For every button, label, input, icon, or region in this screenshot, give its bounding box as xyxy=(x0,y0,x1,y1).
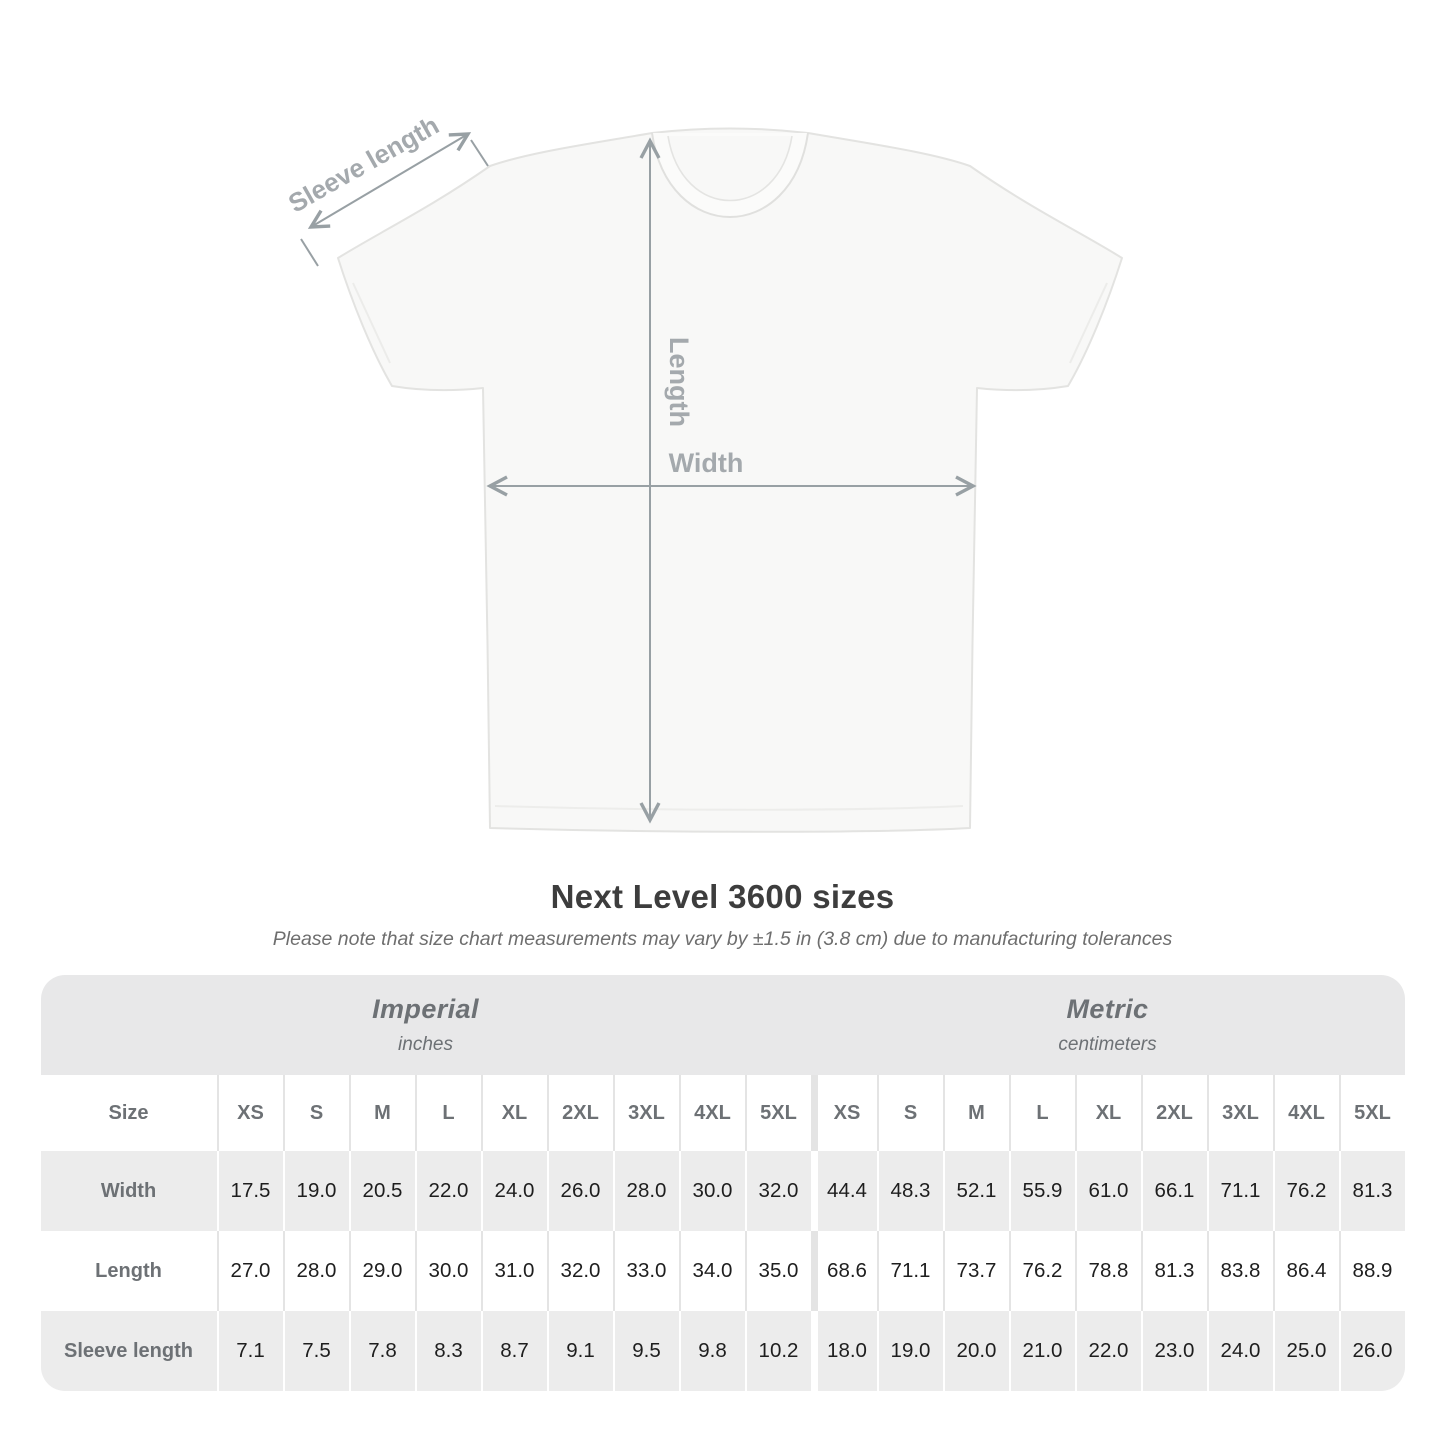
imperial-unit: inches xyxy=(398,1034,453,1055)
table-cell: 81.3 xyxy=(1141,1231,1207,1311)
size-col: S xyxy=(877,1075,943,1151)
size-col: 2XL xyxy=(1141,1075,1207,1151)
table-cell: 29.0 xyxy=(349,1231,415,1311)
metric-unit: centimeters xyxy=(1058,1034,1157,1055)
row-label: Width xyxy=(41,1151,217,1231)
row-label: Length xyxy=(41,1231,217,1311)
table-cell: 21.0 xyxy=(1009,1311,1075,1391)
table-cell: 28.0 xyxy=(613,1151,679,1231)
width-row xyxy=(41,1151,1405,1231)
table-cell: 33.0 xyxy=(613,1231,679,1311)
table-cell: 8.7 xyxy=(481,1311,547,1391)
size-col: L xyxy=(1009,1075,1075,1151)
metric-label: Metric xyxy=(1066,994,1149,1024)
table-cell: 28.0 xyxy=(283,1231,349,1311)
table-cell: 7.8 xyxy=(349,1311,415,1391)
page-title: Next Level 3600 sizes xyxy=(550,878,895,915)
size-col: 2XL xyxy=(547,1075,613,1151)
size-col: L xyxy=(415,1075,481,1151)
table-cell: 8.3 xyxy=(415,1311,481,1391)
table-cell: 9.1 xyxy=(547,1311,613,1391)
table-cell: 19.0 xyxy=(283,1151,349,1231)
size-col: 4XL xyxy=(679,1075,745,1151)
table-cell: 66.1 xyxy=(1141,1151,1207,1231)
table-cell: 10.2 xyxy=(745,1311,811,1391)
table-cell: 22.0 xyxy=(415,1151,481,1231)
table-cell: 27.0 xyxy=(217,1231,283,1311)
size-col: XS xyxy=(811,1075,877,1151)
size-col: 3XL xyxy=(1207,1075,1273,1151)
table-cell: 31.0 xyxy=(481,1231,547,1311)
sleeve-extension-tick-upper xyxy=(471,140,488,166)
size-col: 3XL xyxy=(613,1075,679,1151)
table-cell: 32.0 xyxy=(745,1151,811,1231)
table-cell: 71.1 xyxy=(1207,1151,1273,1231)
size-col: M xyxy=(349,1075,415,1151)
table-cell: 48.3 xyxy=(877,1151,943,1231)
table-cell: 7.5 xyxy=(283,1311,349,1391)
size-col: M xyxy=(943,1075,1009,1151)
row-label: Sleeve length xyxy=(41,1311,217,1391)
size-chart-table xyxy=(41,975,1405,1391)
size-col: 5XL xyxy=(1339,1075,1405,1151)
table-cell: 19.0 xyxy=(877,1311,943,1391)
size-col: 5XL xyxy=(745,1075,811,1151)
table-cell: 20.5 xyxy=(349,1151,415,1231)
table-cell: 23.0 xyxy=(1141,1311,1207,1391)
table-cell: 88.9 xyxy=(1339,1231,1405,1311)
imperial-group-header xyxy=(41,975,811,1075)
table-cell: 20.0 xyxy=(943,1311,1009,1391)
length-label: Length xyxy=(664,337,694,427)
table-cell: 26.0 xyxy=(547,1151,613,1231)
table-cell: 22.0 xyxy=(1075,1311,1141,1391)
table-cell: 34.0 xyxy=(679,1231,745,1311)
table-cell: 68.6 xyxy=(811,1231,877,1311)
size-header: Size xyxy=(41,1075,217,1151)
table-cell: 86.4 xyxy=(1273,1231,1339,1311)
table-cell: 18.0 xyxy=(811,1311,877,1391)
size-col: XL xyxy=(481,1075,547,1151)
tshirt-silhouette xyxy=(338,129,1122,832)
table-cell: 76.2 xyxy=(1009,1231,1075,1311)
table-cell: 26.0 xyxy=(1339,1311,1405,1391)
sleeve-length-row xyxy=(41,1311,1405,1391)
size-col: XL xyxy=(1075,1075,1141,1151)
table-cell: 9.5 xyxy=(613,1311,679,1391)
table-cell: 81.3 xyxy=(1339,1151,1405,1231)
metric-group-header xyxy=(811,975,1405,1075)
table-cell: 32.0 xyxy=(547,1231,613,1311)
width-label: Width xyxy=(668,448,744,478)
table-cell: 35.0 xyxy=(745,1231,811,1311)
table-cell: 24.0 xyxy=(1207,1311,1273,1391)
unit-group-header-row xyxy=(41,975,1405,1075)
table-cell: 55.9 xyxy=(1009,1151,1075,1231)
size-col: S xyxy=(283,1075,349,1151)
table-cell: 52.1 xyxy=(943,1151,1009,1231)
table-cell: 17.5 xyxy=(217,1151,283,1231)
table-cell: 71.1 xyxy=(877,1231,943,1311)
table-cell: 7.1 xyxy=(217,1311,283,1391)
table-cell: 25.0 xyxy=(1273,1311,1339,1391)
sleeve-extension-tick-lower xyxy=(301,239,318,266)
table-cell: 73.7 xyxy=(943,1231,1009,1311)
table-cell: 83.8 xyxy=(1207,1231,1273,1311)
table-cell: 30.0 xyxy=(415,1231,481,1311)
table-cell: 9.8 xyxy=(679,1311,745,1391)
size-chart xyxy=(41,975,1405,1391)
size-header-row xyxy=(41,1075,1405,1151)
table-cell: 24.0 xyxy=(481,1151,547,1231)
tolerance-note: Please note that size chart measurements may vary by ±1.5 in (3.8 cm) due to manufacturing tolerances xyxy=(272,928,1173,950)
size-col: XS xyxy=(217,1075,283,1151)
imperial-label: Imperial xyxy=(372,994,479,1024)
table-cell: 30.0 xyxy=(679,1151,745,1231)
length-row xyxy=(41,1231,1405,1311)
table-cell: 61.0 xyxy=(1075,1151,1141,1231)
table-cell: 44.4 xyxy=(811,1151,877,1231)
sleeve-length-label: Sleeve length xyxy=(283,109,444,219)
table-cell: 76.2 xyxy=(1273,1151,1339,1231)
size-col: 4XL xyxy=(1273,1075,1339,1151)
table-cell: 78.8 xyxy=(1075,1231,1141,1311)
